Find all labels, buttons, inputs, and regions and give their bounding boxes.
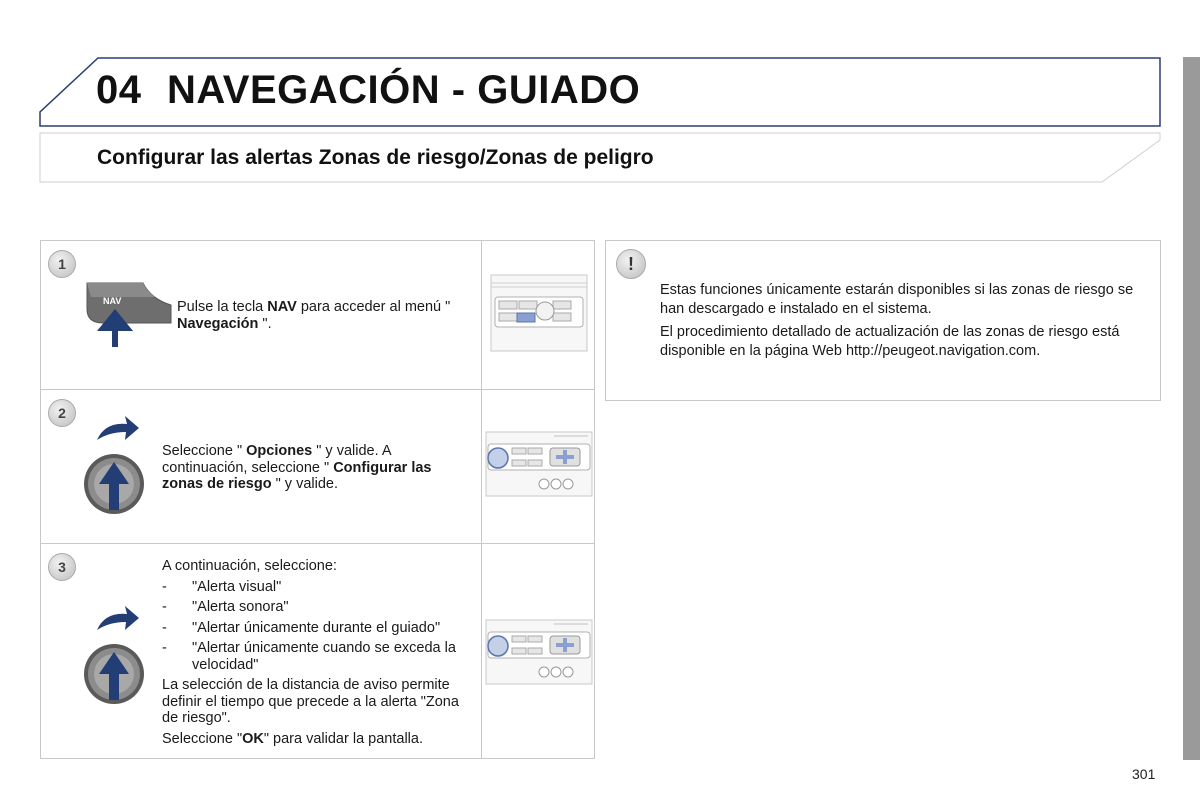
nav-key-icon <box>83 279 173 351</box>
radio-panel-knob-image <box>484 616 594 688</box>
step-number-badge: 3 <box>48 553 76 581</box>
list-item: - "Alertar únicamente cuando se exceda la velocidad" <box>162 640 456 673</box>
warning-paragraph: El procedimiento detallado de actualización de las zonas de riesgo está disponible en la página Web http://peugeot.navigation.com. <box>660 324 1120 359</box>
step-3-intro: A continuación, seleccione: <box>162 558 337 574</box>
chapter-side-bar <box>1183 57 1200 760</box>
step-row-3 <box>41 544 594 759</box>
step-row-2 <box>41 390 594 544</box>
steps-table <box>40 240 595 759</box>
step-number-badge: 1 <box>48 250 76 278</box>
page-number: 301 <box>1132 766 1156 782</box>
rotary-knob-press-icon <box>81 416 147 520</box>
warning-icon: ! <box>616 249 646 279</box>
list-item: - "Alerta sonora" <box>162 599 289 615</box>
section-title: Configurar las alertas Zonas de riesgo/Zonas de peligro <box>97 146 654 169</box>
step-2-text: Seleccione " Opciones " y valide. A continuación, seleccione " Configurar las zonas de riesgo " y valide. <box>162 443 432 492</box>
radio-panel-knob-image <box>484 428 594 500</box>
list-item: - "Alertar únicamente durante el guiado" <box>162 619 441 636</box>
alert-options-list <box>162 579 474 674</box>
step-3-text <box>162 558 474 751</box>
rotary-knob-press-icon <box>81 606 147 710</box>
step-1-image-cell <box>481 241 594 389</box>
radio-panel-nav-image <box>489 273 589 353</box>
warning-paragraph: Estas funciones únicamente estarán disponibles si las zonas de riesgo se han descargado e instalado en el sistema. <box>660 282 1134 317</box>
warning-text <box>660 281 1150 365</box>
step-3-note: La selección de la distancia de aviso permite definir el tiempo que precede a la alerta "Zona de riesgo". <box>162 677 459 726</box>
step-number-badge: 2 <box>48 399 76 427</box>
step-1-text: Pulse la tecla NAV para acceder al menú " Navegación ". <box>177 299 451 332</box>
step-3-image-cell <box>481 544 594 759</box>
nav-key-label: NAV <box>103 296 122 306</box>
step-2-image-cell <box>481 390 594 543</box>
step-3-final: Seleccione "OK" para validar la pantalla. <box>162 730 423 747</box>
list-item: - "Alerta visual" <box>162 578 282 595</box>
step-row-1 <box>41 241 594 390</box>
chapter-number: 04 <box>96 68 142 112</box>
chapter-title: NAVEGACIÓN - GUIADO <box>167 68 641 112</box>
